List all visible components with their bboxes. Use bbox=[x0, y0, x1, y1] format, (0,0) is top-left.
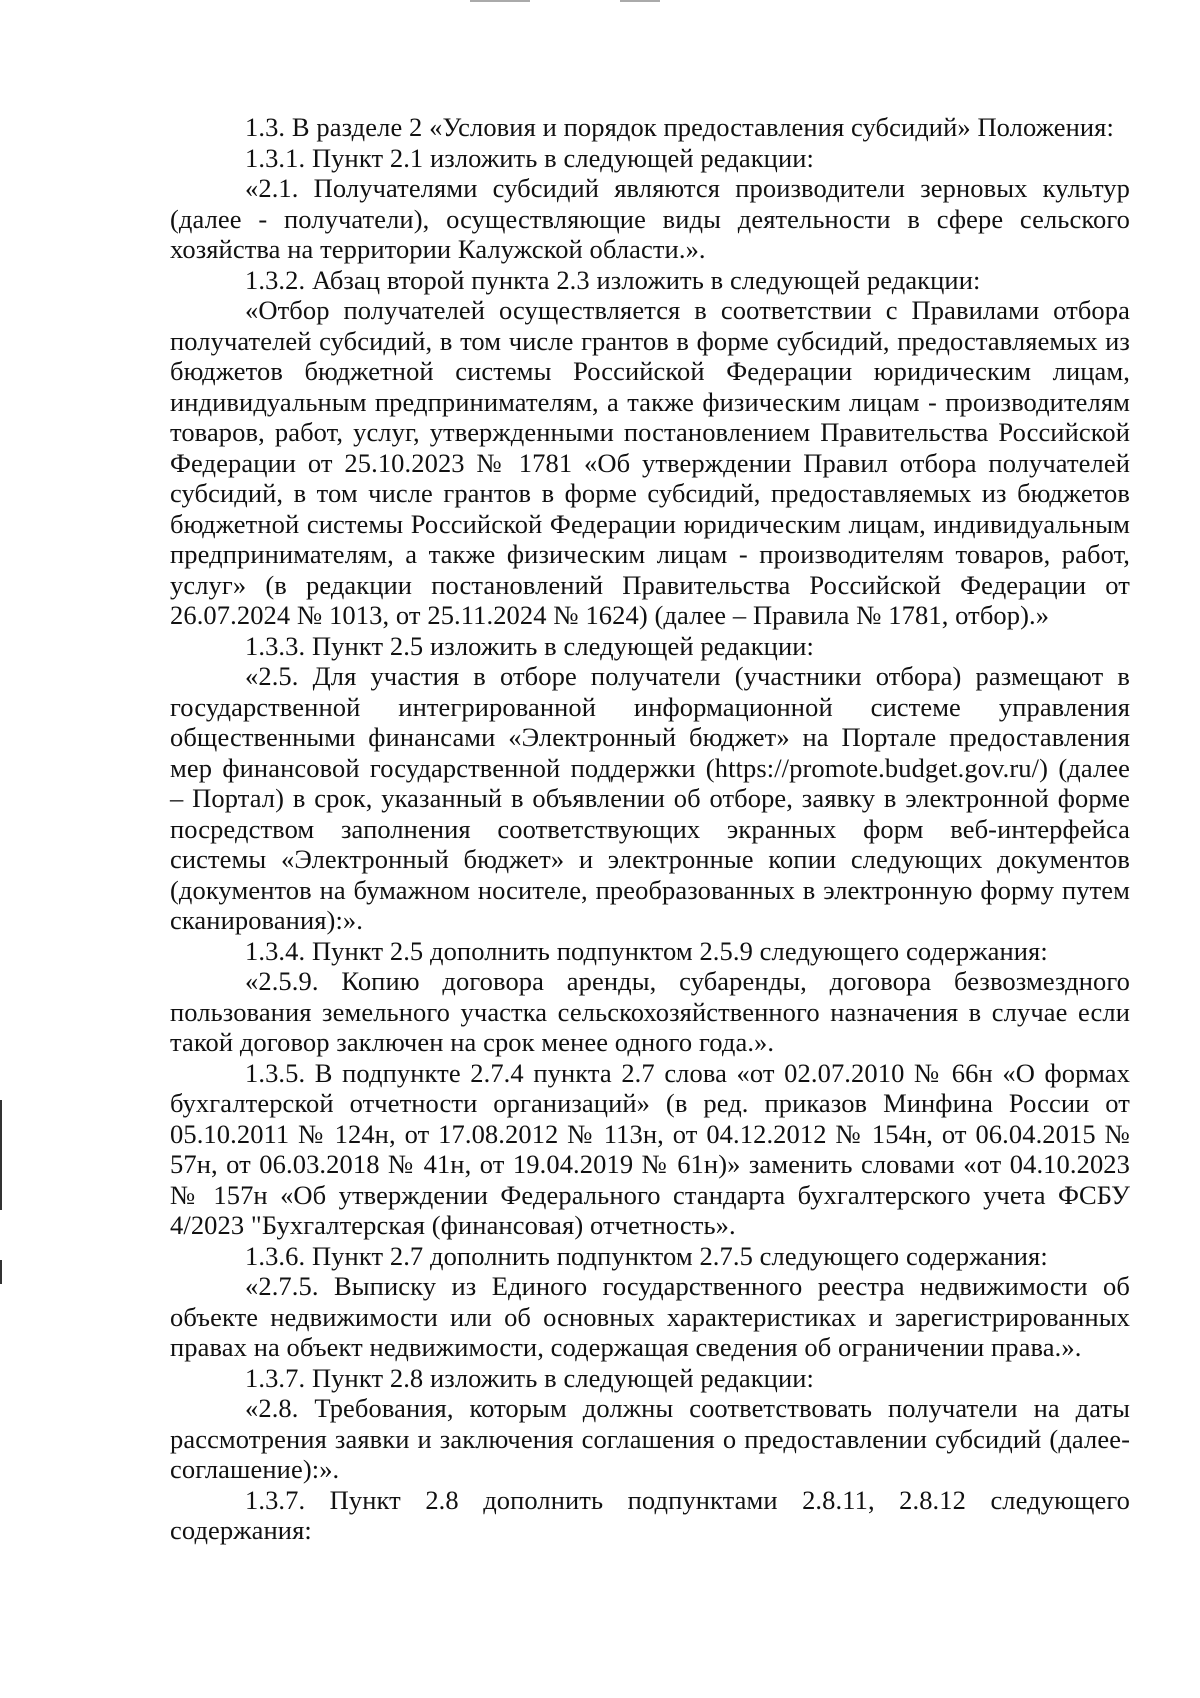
scan-edge-mark bbox=[0, 1100, 2, 1210]
item-1-3-4: 1.3.4. Пункт 2.5 дополнить подпунктом 2.5.9 следующего содержания: bbox=[245, 935, 1048, 966]
scan-edge-mark bbox=[0, 1260, 2, 1284]
scan-artifact bbox=[620, 0, 660, 2]
item-1-3-5: 1.3.5. В подпункте 2.7.4 пункта 2.7 слова «от 02.07.2010 № 66н «О формах бухгалтерской отчетности организаций» (в ред. приказов Минфина России от 05.10.2011 № 124н, от 17.08.2012 № 113н, от 04.12.2012 № 154н, от 06.04.2015 № 57н, от 06.03.2018 № 41н, от 19.04.2019 № 61н)» заменить словами «от 04.10.2023 № 157н «Об утверждении Федерального стандарта бухгалтерского учета ФСБУ 4/2023 "Бухгалтерская (финансовая) отчетность». bbox=[170, 1057, 1130, 1240]
document-body bbox=[170, 112, 1130, 1546]
section-heading-1-3: 1.3. В разделе 2 «Условия и порядок предоставления субсидий» Положения: bbox=[245, 112, 1114, 142]
quote-2-8: «2.8. Требования, которым должны соответствовать получатели на даты рассмотрения заявки и заключения соглашения о предоставлении субсидий (далее-соглашение):». bbox=[170, 1393, 1130, 1484]
scan-artifact bbox=[470, 0, 530, 2]
item-1-3-1: 1.3.1. Пункт 2.1 изложить в следующей редакции: bbox=[245, 142, 814, 173]
quote-2-3: «Отбор получателей осуществляется в соответствии с Правилами отбора получателей субсидий, в том числе грантов в форме субсидий, предоставляемых из бюджетов бюджетной системы Российской Федерации юридическим лицам, индивидуальным предпринимателям, а также физическим лицам - производителям товаров, работ, услуг, утвержденными постановлением Правительства Российской Федерации от 25.10.2023 № 1781 «Об утверждении Правил отбора получателей субсидий, в том числе грантов в форме субсидий, предоставляемых из бюджетов бюджетной системы Российской Федерации юридическим лицам, индивидуальным предпринимателям, а также физическим лицам - производителям товаров, работ, услуг» (в редакции постановлений Правительства Российской Федерации от 26.07.2024 № 1013, от 25.11.2024 № 1624) (далее – Правила № 1781, отбор).» bbox=[170, 295, 1130, 630]
item-1-3-7-a: 1.3.7. Пункт 2.8 изложить в следующей редакции: bbox=[245, 1362, 814, 1393]
quote-2-5: «2.5. Для участия в отборе получатели (участники отбора) размещают в государственной интегрированной информационной системе управления общественными финансами «Электронный бюджет» на Портале предоставления мер финансовой государственной поддержки (https://promote.budget.gov.ru/) (далее – Портал) в срок, указанный в объявлении об отборе, заявку в электронной форме посредством заполнения соответствующих экранных форм веб-интерфейса системы «Электронный бюджет» и электронные копии следующих документов (документов на бумажном носителе, преобразованных в электронную форму путем сканирования):». bbox=[170, 661, 1130, 935]
quote-2-5-9: «2.5.9. Копию договора аренды, субаренды, договора безвозмездного пользования земельного участка сельскохозяйственного назначения в случае если такой договор заключен на срок менее одного года.». bbox=[170, 966, 1130, 1057]
quote-2-7-5: «2.7.5. Выписку из Единого государственного реестра недвижимости об объекте недвижимости или об основных характеристиках и зарегистрированных правах на объект недвижимости, содержащая сведения об ограничении права.». bbox=[170, 1271, 1130, 1362]
item-1-3-6: 1.3.6. Пункт 2.7 дополнить подпунктом 2.7.5 следующего содержания: bbox=[245, 1240, 1048, 1271]
item-1-3-7-b: 1.3.7. Пункт 2.8 дополнить подпунктами 2.8.11, 2.8.12 следующего содержания: bbox=[170, 1484, 1130, 1545]
quote-2-1: «2.1. Получателями субсидий являются производители зерновых культур (далее - получатели), осуществляющие виды деятельности в сфере сельского хозяйства на территории Калужской области.». bbox=[170, 173, 1130, 264]
item-1-3-3: 1.3.3. Пункт 2.5 изложить в следующей редакции: bbox=[245, 630, 814, 661]
item-1-3-2: 1.3.2. Абзац второй пункта 2.3 изложить в следующей редакции: bbox=[245, 264, 981, 295]
